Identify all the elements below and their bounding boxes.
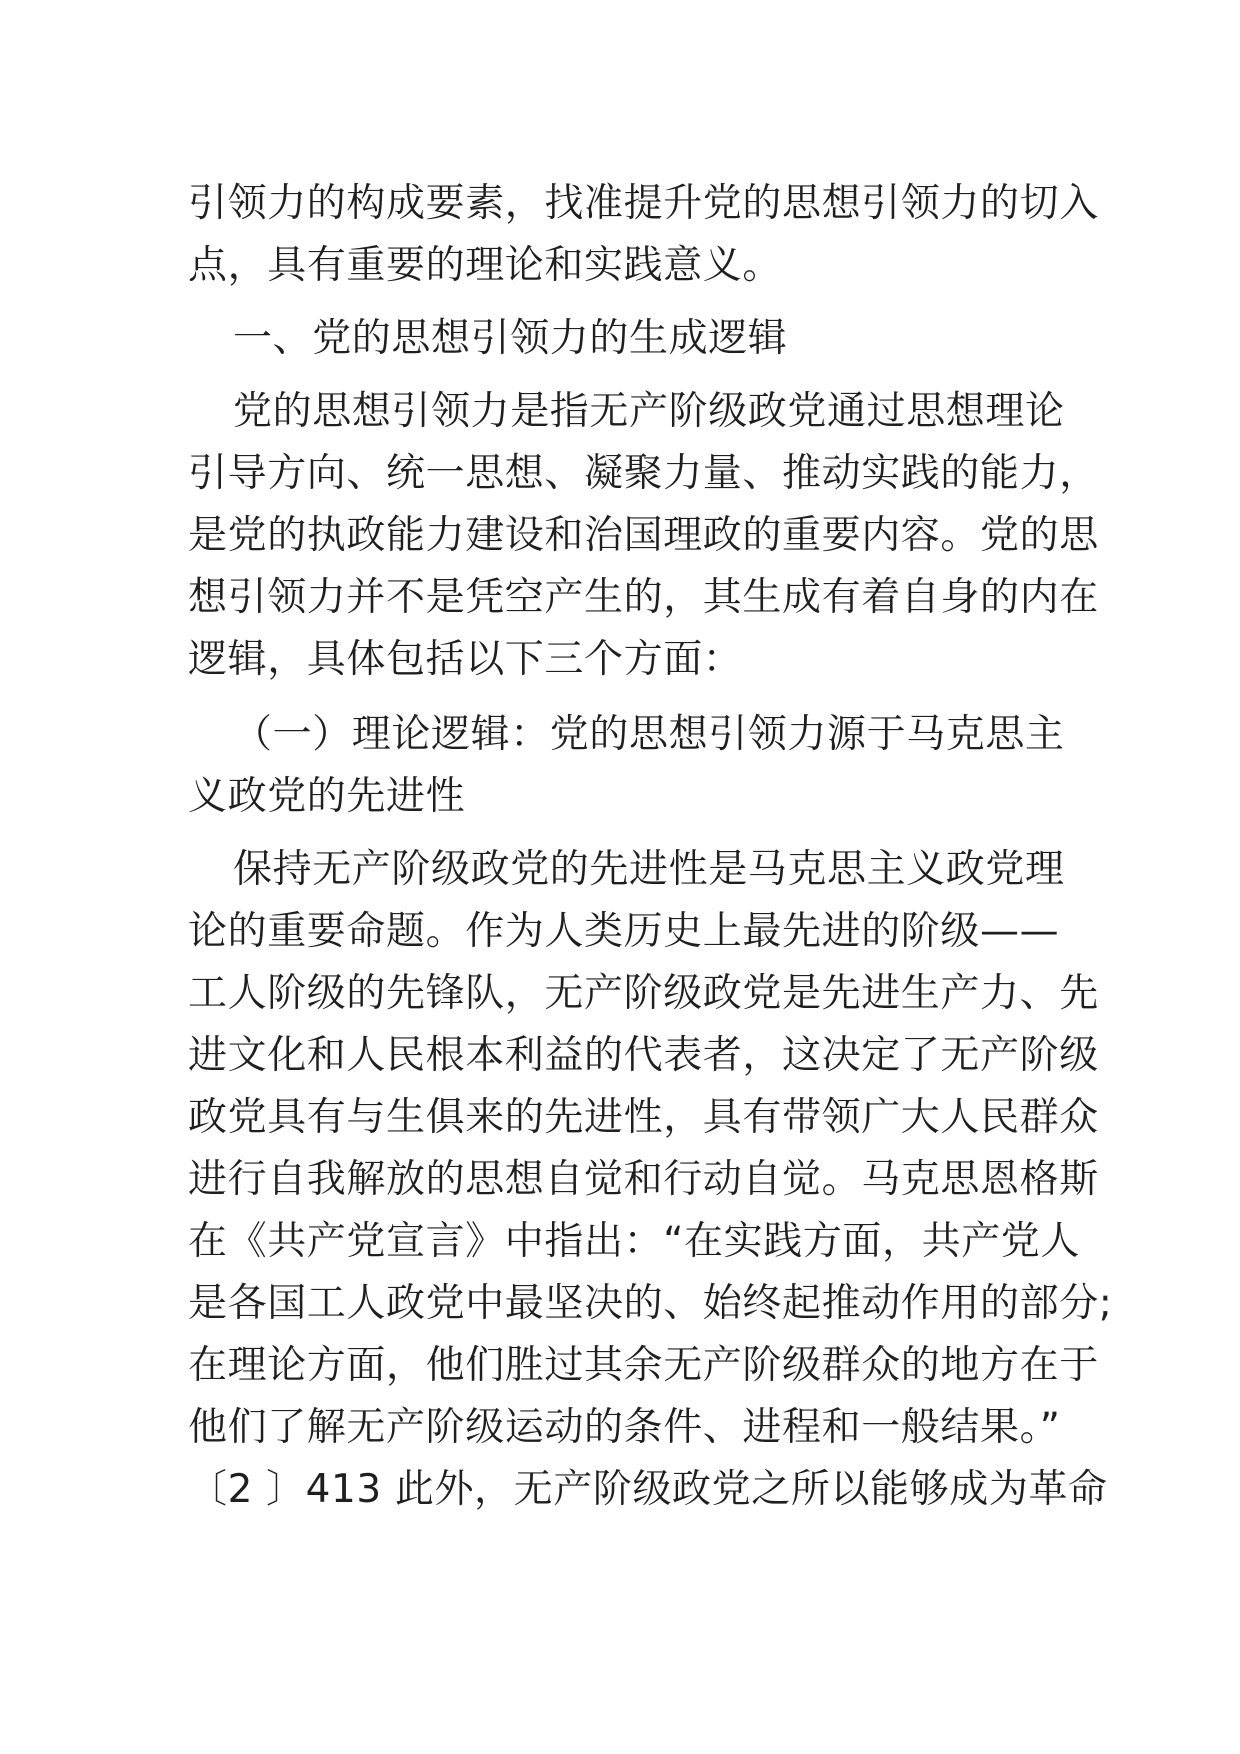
- section-heading: 一、党的思想引领力的生成逻辑: [233, 316, 788, 361]
- paragraph-line: 是各国工人政党中最坚决的、始终起推动作用的部分;: [188, 1281, 1113, 1326]
- paragraph-line: 引领力的构成要素，找准提升党的思想引领力的切入: [188, 181, 1099, 226]
- paragraph-line: 进行自我解放的思想自觉和行动自觉。马克思恩格斯: [188, 1157, 1099, 1202]
- subsection-heading: （一）理论逻辑：党的思想引领力源于马克思主: [233, 712, 1065, 757]
- paragraph-line: 党的思想引领力是指无产阶级政党通过思想理论: [233, 389, 1065, 434]
- paragraph-line: 想引领力并不是凭空产生的，其生成有着自身的内在: [188, 575, 1099, 620]
- paragraph-line: 〔2 〕413 此外，无产阶级政党之所以能够成为革命: [188, 1467, 1108, 1512]
- paragraph-line: 点，具有重要的理论和实践意义。: [188, 243, 783, 288]
- paragraph-line: 在《共产党宣言》中指出：“在实践方面，共产党人: [188, 1219, 1081, 1264]
- paragraph-line: 逻辑，具体包括以下三个方面：: [188, 637, 743, 682]
- paragraph-line: 保持无产阶级政党的先进性是马克思主义政党理: [233, 847, 1065, 892]
- paragraph-line: 工人阶级的先锋队，无产阶级政党是先进生产力、先: [188, 971, 1099, 1016]
- paragraph-line: 他们了解无产阶级运动的条件、进程和一般结果。”: [188, 1405, 1061, 1450]
- paragraph-line: 进文化和人民根本利益的代表者，这决定了无产阶级: [188, 1033, 1099, 1078]
- paragraph-line: 是党的执政能力建设和治国理政的重要内容。党的思: [188, 513, 1099, 558]
- subsection-heading: 义政党的先进性: [188, 774, 466, 819]
- paragraph-line: 政党具有与生俱来的先进性，具有带领广大人民群众: [188, 1095, 1099, 1140]
- paragraph-line: 在理论方面，他们胜过其余无产阶级群众的地方在于: [188, 1343, 1099, 1388]
- paragraph-line: 引导方向、统一思想、凝聚力量、推动实践的能力，: [188, 451, 1099, 496]
- paragraph-line: 论的重要命题。作为人类历史上最先进的阶级——: [188, 909, 1060, 954]
